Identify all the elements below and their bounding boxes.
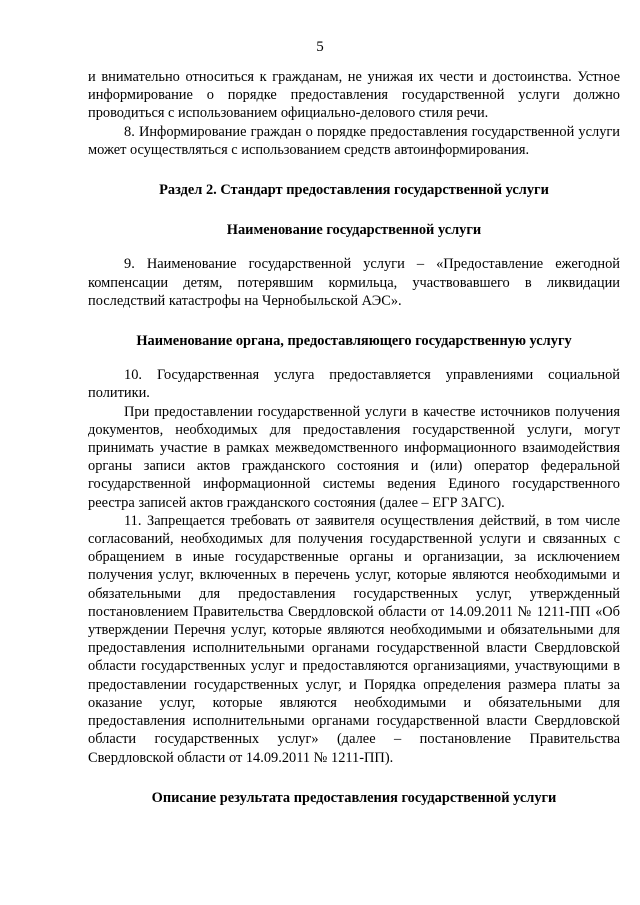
spacer <box>88 767 620 789</box>
spacer <box>88 350 620 366</box>
paragraph: При предоставлении государственной услуги в качестве источников получения документов, необходимых для предоставления государственной услуги, могут принимать участие в рамках межведомственного информационного взаимодействия органы записи актов гражданского состояния и (или) оператор федеральной государственной информационной системы ведения Единого государственного реестра записей актов гражданского состояния (далее – ЕГР ЗАГС). <box>88 403 620 511</box>
document-body <box>88 68 620 807</box>
spacer <box>88 239 620 255</box>
section-heading: Наименование государственной услуги <box>226 222 482 239</box>
section-heading: Раздел 2. Стандарт предоставления государственной услуги <box>159 182 549 199</box>
spacer <box>88 159 620 181</box>
page-number: 5 <box>316 39 324 55</box>
section-heading: Наименование органа, предоставляющего государственную услугу <box>136 333 572 350</box>
paragraph: 8. Информирование граждан о порядке предоставления государственной услуги может осуществляться с использованием средств автоинформирования. <box>88 123 620 158</box>
section-heading: Описание результата предоставления государственной услуги <box>151 789 557 806</box>
paragraph: 10. Государственная услуга предоставляется управлениями социальной политики. <box>88 367 620 402</box>
spacer <box>88 310 620 332</box>
paragraph: и внимательно относиться к гражданам, не унижая их чести и достоинства. Устное информирование о порядке предоставления государственной услуги должно проводиться с использованием официально-делового стиля речи. <box>88 69 620 122</box>
spacer <box>88 199 620 221</box>
paragraph: 11. Запрещается требовать от заявителя осуществления действий, в том числе согласований, необходимых для получения государственной услуги и связанных с обращением в иные государственные органы и организации, за исключением получения услуг, включенных в перечень услуг, которые являются необходимыми и обязательными для предоставления государственных услуг, утвержденный постановлением Правительства Свердловской области от 14.09.2011 № 1211-ПП «Об утверждении Перечня услуг, которые являются необходимыми и обязательными для предоставления исполнительными органами государственной власти Свердловской области государственных услуг и предоставляются организациями, участвующими в предоставлении государственных услуг, и Порядка определения размера платы за оказание услуг, которые являются необходимыми и обязательными для предоставления исполнительными органами государственной власти Свердловской области государственных услуг» (далее – постановление Правительства Свердловской области от 14.09.2011 № 1211-ПП). <box>88 512 620 766</box>
paragraph: 9. Наименование государственной услуги – «Предоставление ежегодной компенсации детям, потерявшим кормильца, участвовавшего в ликвидации последствий катастрофы на Чернобыльской АЭС». <box>88 256 620 309</box>
